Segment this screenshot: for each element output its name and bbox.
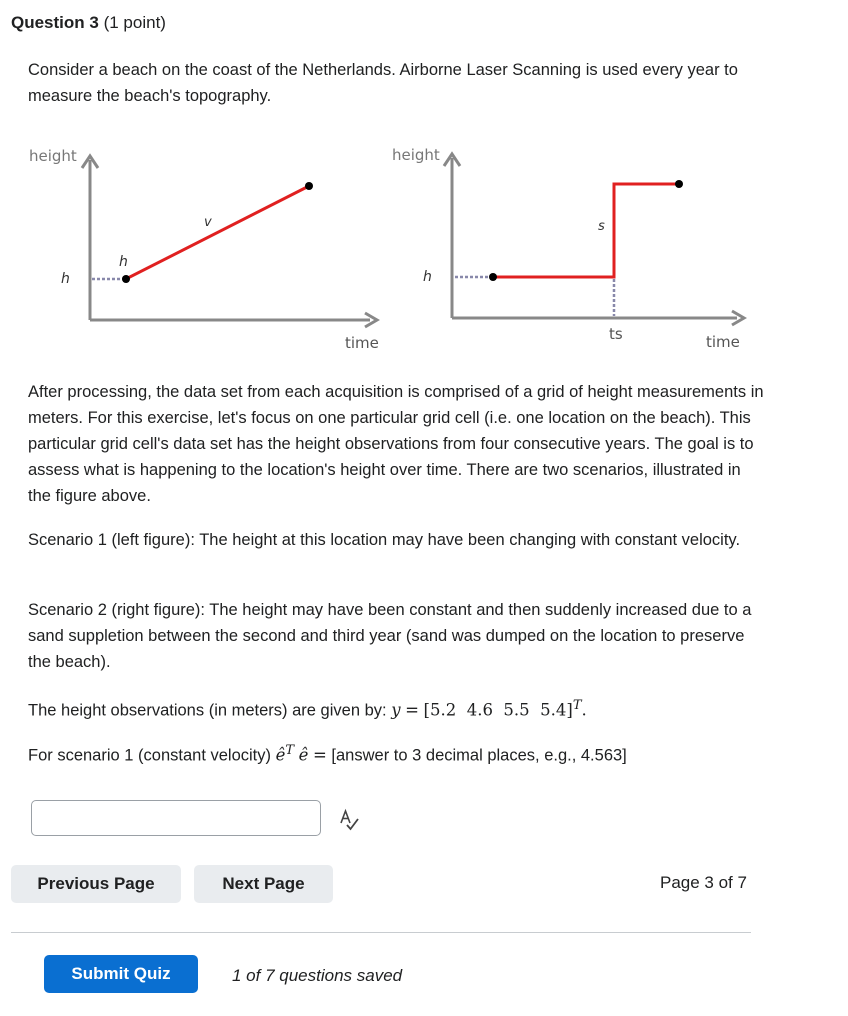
question-prefix: For scenario 1 (constant velocity): [28, 746, 272, 765]
question-suffix: [answer to 3 decimal places, e.g., 4.563]: [331, 746, 627, 765]
next-page-button[interactable]: Next Page: [194, 865, 333, 903]
observations-vector: [5.2 4.6 5.5 5.4]: [423, 700, 573, 720]
question-eq: =: [313, 745, 327, 765]
right-s-label: s: [598, 219, 605, 234]
question-e-hat-1: ê: [275, 745, 286, 765]
scenario-1-question: [28, 738, 768, 769]
left-start-point: [122, 275, 130, 283]
right-y-label: height: [392, 146, 440, 164]
right-step-line: [493, 184, 679, 277]
observations-var: y: [391, 700, 401, 720]
figure-scenario-2: [385, 138, 765, 360]
divider: [11, 932, 751, 933]
observations-prefix: The height observations (in meters) are given by:: [28, 701, 387, 720]
question-title: Question 3: [11, 13, 99, 32]
answer-input[interactable]: [31, 800, 321, 836]
figure-scenario-1: [20, 138, 390, 360]
observations-suffix: .: [581, 700, 587, 720]
scenario-1-text: Scenario 1 (left figure): The height at this location may have been changing with constant velocity.: [28, 531, 741, 549]
left-end-point: [305, 182, 313, 190]
scenario-2-text: Scenario 2 (right figure): The height may have been constant and then suddenly increased due to a sand suppletion between the second and third year (sand was dumped on the location to preserve the beach).: [28, 601, 752, 671]
right-x-label: time: [706, 333, 740, 351]
right-end-point: [675, 180, 683, 188]
right-start-point: [489, 273, 497, 281]
right-ts-label: ts: [609, 325, 623, 343]
intro-text: Consider a beach on the coast of the Netherlands. Airborne Laser Scanning is used every year to measure the beach's topography.: [28, 61, 738, 105]
question-e-hat-2: ê: [298, 745, 309, 765]
observations-line: [28, 693, 768, 724]
left-x-label: time: [345, 334, 379, 352]
submit-quiz-button[interactable]: Submit Quiz: [44, 955, 198, 993]
left-v-label: v: [204, 215, 212, 230]
left-h-axis-label: h: [61, 271, 70, 287]
spellcheck-icon[interactable]: [338, 808, 360, 832]
body-paragraph: After processing, the data set from each acquisition is comprised of a grid of height measurements in meters. For this exercise, let's focus on one particular grid cell (i.e. one location on the beach). This particular grid cell's data set has the height observations from four consecutive years. The goal is to assess what is happening to the location's height over time. There are two scenarios, illustrated in the figure above.: [28, 383, 764, 505]
left-h-point-label: h: [119, 254, 128, 270]
question-points: (1 point): [103, 13, 166, 32]
previous-page-button[interactable]: Previous Page: [11, 865, 181, 903]
question-transpose: T: [285, 743, 295, 758]
observations-transpose: T: [572, 698, 582, 713]
saved-status: 1 of 7 questions saved: [232, 966, 403, 985]
page-indicator: Page 3 of 7: [660, 873, 747, 892]
left-velocity-line: [126, 186, 309, 279]
right-h-axis-label: h: [423, 269, 432, 285]
question-header: [11, 13, 166, 33]
left-y-label: height: [29, 147, 77, 165]
observations-eq: =: [405, 700, 419, 720]
